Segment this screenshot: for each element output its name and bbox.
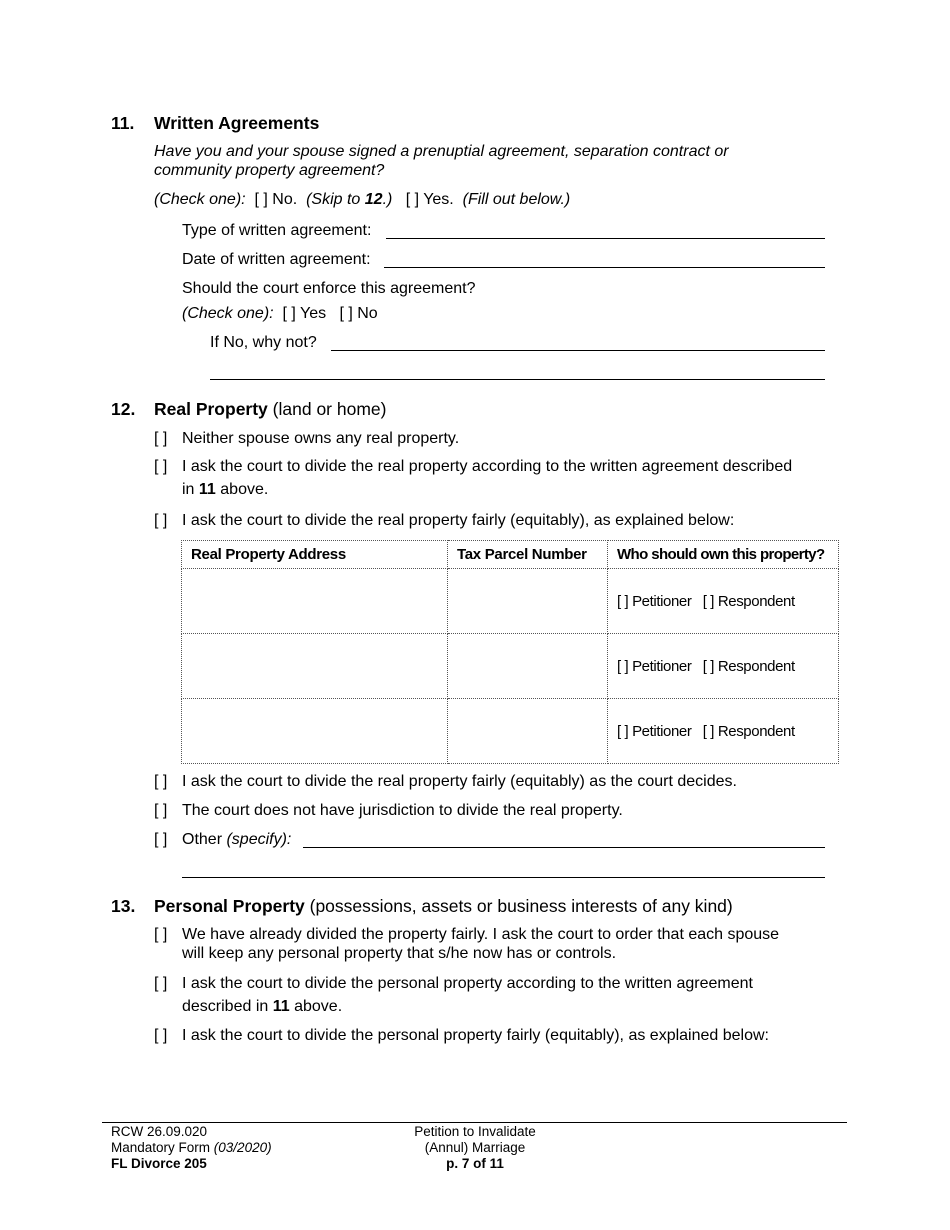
why-not-field[interactable] — [331, 350, 825, 351]
header-tax-parcel: Tax Parcel Number — [448, 541, 608, 569]
option-already-divided-line2: will keep any personal property that s/he now has or controls. — [182, 945, 617, 962]
option-personal-written — [154, 975, 753, 993]
enforce-check-one-label: (Check one): — [182, 305, 274, 322]
option-court-decides-text: I ask the court to divide the real property fairly (equitably) as the court decides. — [182, 773, 737, 790]
option-court-decides — [154, 773, 737, 791]
footer-left — [111, 1124, 272, 1172]
address-cell[interactable] — [182, 569, 448, 634]
option-no-jurisdiction — [154, 802, 623, 820]
section-11-title: Written Agreements — [154, 113, 320, 133]
footer-doc-title-line1: Petition to Invalidate — [414, 1124, 536, 1139]
enforce-checkbox-no[interactable]: [ ] — [339, 305, 353, 322]
owner-cell — [608, 699, 839, 764]
option-written-line1: I ask the court to divide the real property according to the written agreement described — [182, 458, 793, 475]
section-13-number: 13. — [111, 896, 136, 916]
enforce-yes-label: Yes — [299, 305, 327, 322]
ref-11: 11 — [198, 481, 216, 498]
header-address: Real Property Address — [182, 541, 448, 569]
no-label: No. — [272, 191, 298, 208]
table-row — [182, 699, 839, 764]
option-other-specify: (specify): — [226, 831, 292, 848]
enforce-checkbox-yes[interactable]: [ ] — [282, 305, 296, 322]
option-personal-explained — [154, 1027, 769, 1045]
option-personal-written-line2: described in 11 above. — [182, 998, 343, 1015]
agreement-date-label: Date of written agreement: — [182, 251, 371, 268]
checkbox-already-divided[interactable]: [ ] — [154, 926, 168, 943]
section-11-check-row — [154, 191, 570, 209]
checkbox-personal-written[interactable]: [ ] — [154, 975, 168, 992]
agreement-type-field[interactable] — [386, 238, 825, 239]
why-not-field-line2[interactable] — [210, 379, 825, 380]
section-12-title: Real Property — [154, 399, 268, 419]
address-cell[interactable] — [182, 634, 448, 699]
owner-respondent-choice[interactable]: [ ] Respondent — [702, 592, 795, 610]
checkbox-other[interactable]: [ ] — [154, 831, 168, 848]
footer-center — [395, 1124, 555, 1172]
section-11-number: 11. — [111, 113, 135, 133]
section-11-question-line1: Have you and your spouse signed a prenuptial agreement, separation contract or — [154, 143, 729, 160]
option-already-divided-line1: We have already divided the property fairly. I ask the court to order that each spouse — [182, 926, 780, 943]
owner-petitioner-choice[interactable]: [ ] Petitioner — [617, 592, 692, 610]
section-12-number: 12. — [111, 399, 136, 419]
option-explained-below — [154, 512, 734, 530]
footer-divider — [102, 1122, 847, 1123]
checkbox-no[interactable]: [ ] — [254, 191, 268, 208]
owner-cell — [608, 634, 839, 699]
option-neither-owns-text: Neither spouse owns any real property. — [182, 430, 460, 447]
checkbox-no-jurisdiction[interactable]: [ ] — [154, 802, 168, 819]
checkbox-yes[interactable]: [ ] — [405, 191, 420, 208]
address-cell[interactable] — [182, 699, 448, 764]
option-neither-owns — [154, 430, 459, 448]
agreement-type-label: Type of written agreement: — [182, 222, 372, 239]
enforce-question: Should the court enforce this agreement? — [182, 280, 476, 297]
checkbox-personal-explained[interactable]: [ ] — [154, 1027, 168, 1044]
option-no-jurisdiction-text: The court does not have jurisdiction to divide the real property. — [182, 802, 623, 819]
yes-label: Yes. — [423, 191, 454, 208]
option-already-divided — [154, 926, 779, 944]
section-13-subtitle: (possessions, assets or business interests of any kind) — [309, 896, 733, 916]
option-personal-explained-text: I ask the court to divide the personal property fairly (equitably), as explained below: — [182, 1027, 769, 1044]
header-owner: Who should own this property? — [608, 541, 839, 569]
option-personal-written-line1: I ask the court to divide the personal property according to the written agreement — [182, 975, 753, 992]
owner-petitioner-choice[interactable]: [ ] Petitioner — [617, 657, 692, 675]
section-11-question-line2: community property agreement? — [154, 162, 385, 179]
footer-page-number: p. 7 of 11 — [446, 1156, 504, 1171]
enforce-no-label: No — [357, 305, 378, 322]
real-property-table — [181, 540, 839, 764]
tax-parcel-cell[interactable] — [448, 634, 608, 699]
agreement-date-field[interactable] — [384, 267, 825, 268]
fill-out-note: (Fill out below.) — [462, 191, 571, 208]
why-not-label: If No, why not? — [210, 334, 317, 351]
checkbox-neither-owns[interactable]: [ ] — [154, 430, 168, 447]
section-13-heading — [154, 896, 733, 917]
footer-mandatory: Mandatory Form (03/2020) — [111, 1140, 272, 1155]
owner-respondent-choice[interactable]: [ ] Respondent — [702, 722, 795, 740]
ref-11-personal: 11 — [272, 998, 290, 1015]
check-one-label: (Check one): — [154, 191, 246, 208]
option-written-line2: in 11 above. — [182, 481, 269, 498]
section-13-title: Personal Property — [154, 896, 305, 916]
table-row — [182, 634, 839, 699]
checkbox-court-decides[interactable]: [ ] — [154, 773, 168, 790]
footer-doc-title-line2: (Annul) Marriage — [424, 1140, 526, 1155]
table-header-row — [182, 541, 839, 569]
enforce-check-row — [182, 305, 378, 323]
other-specify-field[interactable] — [303, 847, 825, 848]
skip-note: (Skip to 12.) — [306, 191, 393, 208]
option-other — [154, 831, 291, 849]
option-written-agreement — [154, 458, 792, 476]
option-explained-text: I ask the court to divide the real property fairly (equitably), as explained below: — [182, 512, 735, 529]
section-12-heading — [154, 399, 386, 420]
tax-parcel-cell[interactable] — [448, 569, 608, 634]
table-row — [182, 569, 839, 634]
section-12-subtitle: (land or home) — [272, 399, 387, 419]
owner-cell — [608, 569, 839, 634]
owner-petitioner-choice[interactable]: [ ] Petitioner — [617, 722, 692, 740]
footer-statute: RCW 26.09.020 — [111, 1124, 208, 1139]
checkbox-written-agreement[interactable]: [ ] — [154, 458, 168, 475]
checkbox-explained-below[interactable]: [ ] — [154, 512, 168, 529]
option-other-label: Other — [182, 831, 223, 848]
owner-respondent-choice[interactable]: [ ] Respondent — [702, 657, 795, 675]
other-specify-field-line2[interactable] — [182, 877, 825, 878]
footer-form-id: FL Divorce 205 — [111, 1156, 207, 1171]
tax-parcel-cell[interactable] — [448, 699, 608, 764]
